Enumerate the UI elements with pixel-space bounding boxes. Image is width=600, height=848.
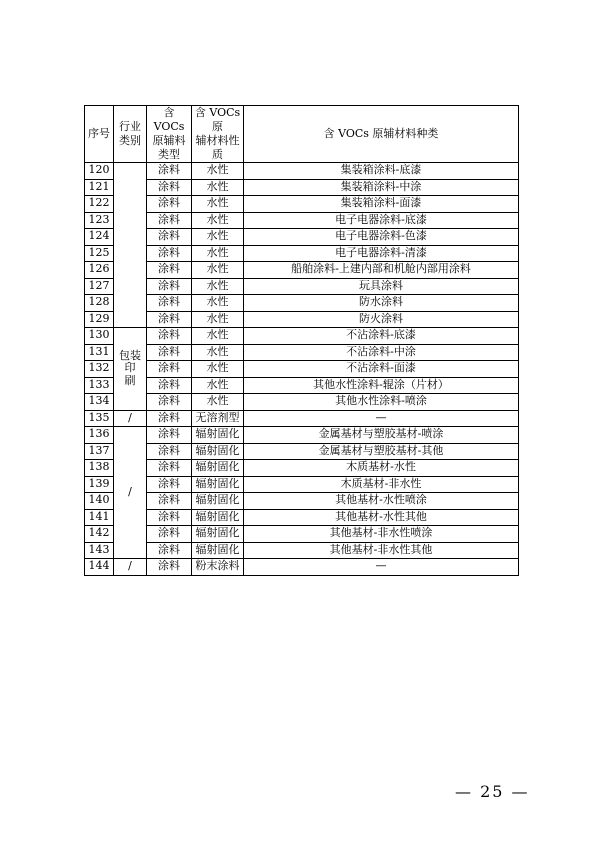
header-material-type-line-2: 原辅料 (152, 134, 186, 147)
cell-type: 涂料 (147, 229, 192, 246)
cell-type: 涂料 (147, 460, 192, 477)
cell-kind: 玩具涂料 (244, 278, 519, 295)
cell-index: 132 (85, 361, 114, 378)
cell-kind: 其他水性涂料-喷涂 (244, 394, 519, 411)
cell-property: 水性 (192, 295, 244, 312)
header-material-property-line-2: 辅材料性质 (195, 134, 240, 161)
cell-kind: 其他基材-非水性喷涂 (244, 526, 519, 543)
cell-index: 144 (85, 559, 114, 576)
cell-index: 121 (85, 179, 114, 196)
cell-type: 涂料 (147, 361, 192, 378)
header-industry-line-1: 行业 (119, 120, 141, 133)
cell-property: 水性 (192, 229, 244, 246)
table-row (85, 344, 519, 361)
cell-index: 140 (85, 493, 114, 510)
industry-label-line-2: 刷 (124, 374, 136, 388)
cell-kind: 集装箱涂料-面漆 (244, 196, 519, 213)
cell-type: 涂料 (147, 212, 192, 229)
table-row (85, 377, 519, 394)
page-number: — 25 — (455, 782, 530, 801)
cell-index: 143 (85, 542, 114, 559)
cell-property: 辐射固化 (192, 427, 244, 444)
cell-kind: 金属基材与塑胶基材-喷涂 (244, 427, 519, 444)
cell-kind: 不沾涂料-面漆 (244, 361, 519, 378)
table-header-row (85, 106, 519, 163)
table-row (85, 542, 519, 559)
cell-property: 水性 (192, 163, 244, 180)
cell-index: 127 (85, 278, 114, 295)
cell-kind: — (244, 559, 519, 576)
cell-type: 涂料 (147, 262, 192, 279)
cell-property: 水性 (192, 262, 244, 279)
table-row (85, 361, 519, 378)
cell-kind: 船舶涂料-上建内部和机舱内部用涂料 (244, 262, 519, 279)
cell-property: 辐射固化 (192, 460, 244, 477)
cell-index: 120 (85, 163, 114, 180)
cell-index: 128 (85, 295, 114, 312)
table-row (85, 443, 519, 460)
header-material-type (147, 106, 192, 163)
cell-index: 142 (85, 526, 114, 543)
cell-type: 涂料 (147, 410, 192, 427)
header-material-kind: 含 VOCs 原辅材料种类 (244, 106, 519, 163)
cell-type: 涂料 (147, 526, 192, 543)
cell-property: 粉末涂料 (192, 559, 244, 576)
cell-type: 涂料 (147, 493, 192, 510)
cell-type: 涂料 (147, 476, 192, 493)
header-industry (114, 106, 147, 163)
table-row (85, 295, 519, 312)
cell-property: 水性 (192, 245, 244, 262)
voc-materials-table (84, 105, 519, 576)
header-material-type-line-3: 类型 (158, 148, 180, 161)
cell-property: 无溶剂型 (192, 410, 244, 427)
cell-index: 126 (85, 262, 114, 279)
cell-type: 涂料 (147, 328, 192, 345)
cell-kind: 电子电器涂料-清漆 (244, 245, 519, 262)
table-row (85, 509, 519, 526)
cell-industry-slash: / (114, 410, 147, 427)
cell-type: 涂料 (147, 278, 192, 295)
cell-property: 水性 (192, 212, 244, 229)
cell-property: 水性 (192, 361, 244, 378)
cell-industry-slash: / (114, 427, 147, 559)
table-row (85, 262, 519, 279)
cell-type: 涂料 (147, 163, 192, 180)
cell-property: 水性 (192, 394, 244, 411)
table-row (85, 410, 519, 427)
cell-property: 水性 (192, 179, 244, 196)
table-row (85, 229, 519, 246)
table-row (85, 245, 519, 262)
cell-type: 涂料 (147, 377, 192, 394)
cell-index: 130 (85, 328, 114, 345)
cell-type: 涂料 (147, 196, 192, 213)
cell-property: 水性 (192, 311, 244, 328)
table-row (85, 179, 519, 196)
cell-kind: 集装箱涂料-中涂 (244, 179, 519, 196)
cell-type: 涂料 (147, 443, 192, 460)
cell-index: 129 (85, 311, 114, 328)
cell-property: 水性 (192, 278, 244, 295)
cell-kind: 其他基材-非水性其他 (244, 542, 519, 559)
cell-property: 辐射固化 (192, 493, 244, 510)
cell-kind: 木质基材-水性 (244, 460, 519, 477)
cell-industry-empty (114, 163, 147, 328)
cell-kind: 防水涂料 (244, 295, 519, 312)
cell-index: 123 (85, 212, 114, 229)
cell-kind: 电子电器涂料-色漆 (244, 229, 519, 246)
table-row (85, 559, 519, 576)
cell-type: 涂料 (147, 311, 192, 328)
cell-type: 涂料 (147, 427, 192, 444)
header-material-property-line-1: 含 VOCs 原 (194, 106, 241, 133)
cell-kind: — (244, 410, 519, 427)
table-row (85, 196, 519, 213)
cell-kind: 集装箱涂料-底漆 (244, 163, 519, 180)
table-row (85, 427, 519, 444)
cell-type: 涂料 (147, 245, 192, 262)
industry-label-line-1: 包装印 (119, 348, 141, 375)
cell-property: 水性 (192, 328, 244, 345)
header-material-type-line-1: 含 VOCs (153, 106, 185, 133)
cell-index: 125 (85, 245, 114, 262)
header-index: 序号 (85, 106, 114, 163)
cell-kind: 不沾涂料-底漆 (244, 328, 519, 345)
cell-type: 涂料 (147, 542, 192, 559)
cell-kind: 木质基材-非水性 (244, 476, 519, 493)
cell-index: 134 (85, 394, 114, 411)
table-row (85, 460, 519, 477)
table-row (85, 526, 519, 543)
cell-kind: 不沾涂料-中涂 (244, 344, 519, 361)
cell-property: 辐射固化 (192, 476, 244, 493)
cell-type: 涂料 (147, 295, 192, 312)
cell-index: 124 (85, 229, 114, 246)
table-row (85, 394, 519, 411)
cell-index: 136 (85, 427, 114, 444)
cell-index: 141 (85, 509, 114, 526)
cell-index: 122 (85, 196, 114, 213)
table-row (85, 163, 519, 180)
cell-property: 水性 (192, 377, 244, 394)
cell-industry-packaging-printing (114, 328, 147, 411)
cell-type: 涂料 (147, 394, 192, 411)
cell-index: 131 (85, 344, 114, 361)
cell-property: 水性 (192, 344, 244, 361)
cell-kind: 其他基材-水性喷涂 (244, 493, 519, 510)
table-row (85, 328, 519, 345)
cell-kind: 防火涂料 (244, 311, 519, 328)
cell-index: 133 (85, 377, 114, 394)
cell-type: 涂料 (147, 179, 192, 196)
cell-kind: 金属基材与塑胶基材-其他 (244, 443, 519, 460)
cell-kind: 其他水性涂料-辊涂（片材） (244, 377, 519, 394)
table-row (85, 476, 519, 493)
cell-industry-slash: / (114, 559, 147, 576)
cell-property: 水性 (192, 196, 244, 213)
cell-property: 辐射固化 (192, 526, 244, 543)
cell-index: 138 (85, 460, 114, 477)
table-row (85, 212, 519, 229)
header-industry-line-2: 类别 (119, 134, 141, 147)
table-row (85, 278, 519, 295)
cell-type: 涂料 (147, 509, 192, 526)
cell-property: 辐射固化 (192, 443, 244, 460)
cell-kind: 其他基材-水性其他 (244, 509, 519, 526)
cell-kind: 电子电器涂料-底漆 (244, 212, 519, 229)
cell-property: 辐射固化 (192, 542, 244, 559)
table-row (85, 493, 519, 510)
header-material-property (192, 106, 244, 163)
cell-index: 139 (85, 476, 114, 493)
cell-type: 涂料 (147, 344, 192, 361)
cell-type: 涂料 (147, 559, 192, 576)
cell-index: 137 (85, 443, 114, 460)
cell-property: 辐射固化 (192, 509, 244, 526)
table-row (85, 311, 519, 328)
cell-index: 135 (85, 410, 114, 427)
